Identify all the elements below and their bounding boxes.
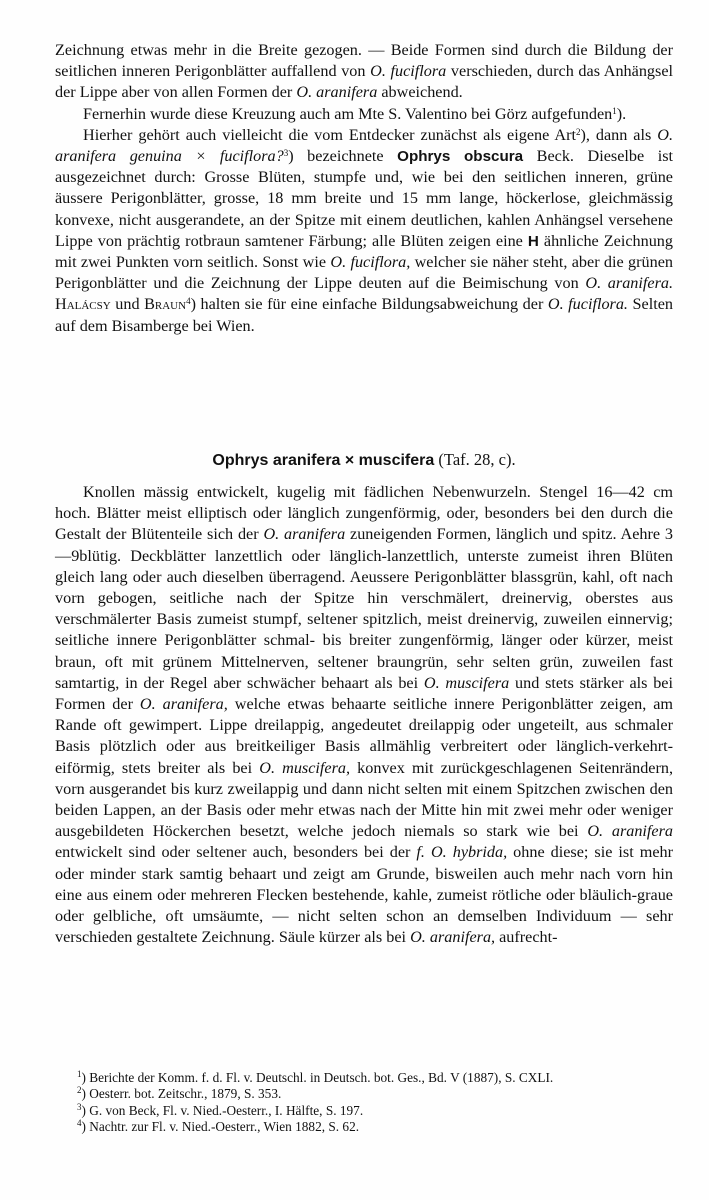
footnotes xyxy=(55,1070,673,1136)
footnote-ref-4: 4 xyxy=(186,296,191,307)
text-block-upper xyxy=(55,40,673,337)
footnote-2: $^2$) Oesterr. bot. Zeitschr., 1879, S. 353. xyxy=(77,1085,282,1102)
paragraph-description: Knollen mässig entwickelt, kugelig mit fädlichen Nebenwurzeln. Stengel 16—42 cm hoch. Blätter meist elliptisch oder länglich zungenförmig, oder, besonders bei den durch die Gestalt der Blütenteile sich der O. aranifera zuneigenden Formen, länglich und spitz. Aehre 3—9blütig. Deckblätter lanzettlich oder länglich-lanzettlich, unterste zumeist ihren Blüten gleich lang oder auch dieselben überragend. Aeussere Perigonblätter blassgrün, kahl, oft nach vorn gebogen, seitliche nach der Spitze hin verschmälert, dreinervig, oberstes aus verschmälerter Basis zumeist stumpf, seltener spitzlich, meist dreinervig, zuweilen einnervig; seitliche innere Perigonblätter schmal- bis breiter zungenförmig, länger oder kürzer, meist braun, oft mit grünem Mittelnerven, seltener braungrün, sehr selten grün, zuweilen fast samtartig, in der Regel aber schwächer behaart als bei O. muscifera und stets stärker als bei Formen der O. aranifera, welche etwas behaarte seitliche innere Perigonblätter zeigen, am Rande oft gewimpert. Lippe dreilappig, angedeutet dreilappig oder ungeteilt, aus schmaler Basis plötzlich oder aus breitkeiliger Basis allmählig verbreitert oder länglich-verkehrt-eiförmig, stets breiter als bei O. muscifera, konvex mit zurückgeschlagenen Seitenrändern, vorn ausgerandet bis kurz zweilappig und dann nicht selten mit einem Spitzchen zwischen den beiden Lappen, an der Basis oder mehr etwas nach der Mitte hin mit zwei mehr oder weniger ausgebildeten Höckerchen besetzt, welche jedoch niemals so stark wie bei O. aranifera entwickelt sind oder seltener auch, besonders bei der f. O. hybrida, ohne diese; sie ist mehr oder minder stark samtig behaart und zeigt am Grunde, bisweilen auch mehr nach vorn hin eine aus einem oder mehreren Flecken bestehende, kahle, zumeist rötliche oder bläulich-graue oder gelbliche, oft umsäumte, — nicht selten schon an demselben Individuum — sehr verschieden gestaltete Zeichnung. Säule kürzer als bei O. aranifera, aufrecht- xyxy=(55,483,674,947)
footnote-ref-1: 1 xyxy=(612,105,617,116)
text-block-description xyxy=(55,482,673,948)
footnote-1: $^1$) Berichte der Komm. f. d. Fl. v. Deutschl. in Deutsch. bot. Ges., Bd. V (1887), S. CXLI. xyxy=(77,1069,554,1085)
paragraph-ophrys-obscura: Hierher gehört auch vielleicht die vom Entdecker zunächst als eigene Art$^2$), dann als O. aranifera genuina × fuciflora?$^3$) bezeichnete Ophrys obscura Beck. Dieselbe ist ausgezeichnet durch: Grosse Blüten, stumpfe und, wie bei den seitlichen inneren, grüne äussere Perigonblätter, grosse, 18 mm breite und 15 mm lange, höckerlose, gleichmässig konvexe, nicht ausgerandete, an der Spitze mit einem deutlichen, kahlen Anhängsel versehene Lippe von prächtig rotbraun samtener Färbung; alle Blüten zeigen eine H ähnliche Zeichnung mit zwei Punkten vorn seitlich. Sonst wie O. fuciflora, welcher sie näher steht, aber die grünen Perigonblätter und die Zeichnung der Lippe deuten auf die Beimischung von O. aranifera. Halácsy und Braun$^4$) halten sie für eine einfache Bildungsabweichung der O. fuciflora. Selten auf dem Bisamberge bei Wien. xyxy=(55,125,674,335)
letter-h-glyph: H xyxy=(527,232,539,250)
paragraph-locality: Fernerhin wurde diese Kreuzung auch am Mte S. Valentino bei Görz aufgefunden$^1$). xyxy=(83,104,627,123)
section-heading xyxy=(55,449,673,472)
footnote-ref-3: 3 xyxy=(283,148,289,159)
section-heading-taxon: Ophrys aranifera × muscifera xyxy=(212,452,435,469)
section-heading-plate: (Taf. 28, c). xyxy=(434,450,516,469)
author-braun: Braun xyxy=(144,295,187,314)
taxon-name-bold: Ophrys obscura xyxy=(397,148,524,166)
footnote-4: $^4$) Nachtr. zur Fl. v. Nied.-Oesterr., Wien 1882, S. 62. xyxy=(77,1118,360,1135)
author-halacsy: Halácsy xyxy=(55,295,111,314)
footnote-ref-2: 2 xyxy=(575,126,581,137)
paragraph-continuation: Zeichnung etwas mehr in die Breite gezogen. — Beide Formen sind durch die Bildung der seitlichen inneren Perigonblätter auffallend von O. fuciflora verschieden, durch das Anhängsel der Lippe aber von allen Formen der O. aranifera abweichend. xyxy=(55,41,674,102)
footnote-3: $^3$) G. von Beck, Fl. v. Nied.-Oesterr., I. Hälfte, S. 197. xyxy=(77,1101,364,1118)
